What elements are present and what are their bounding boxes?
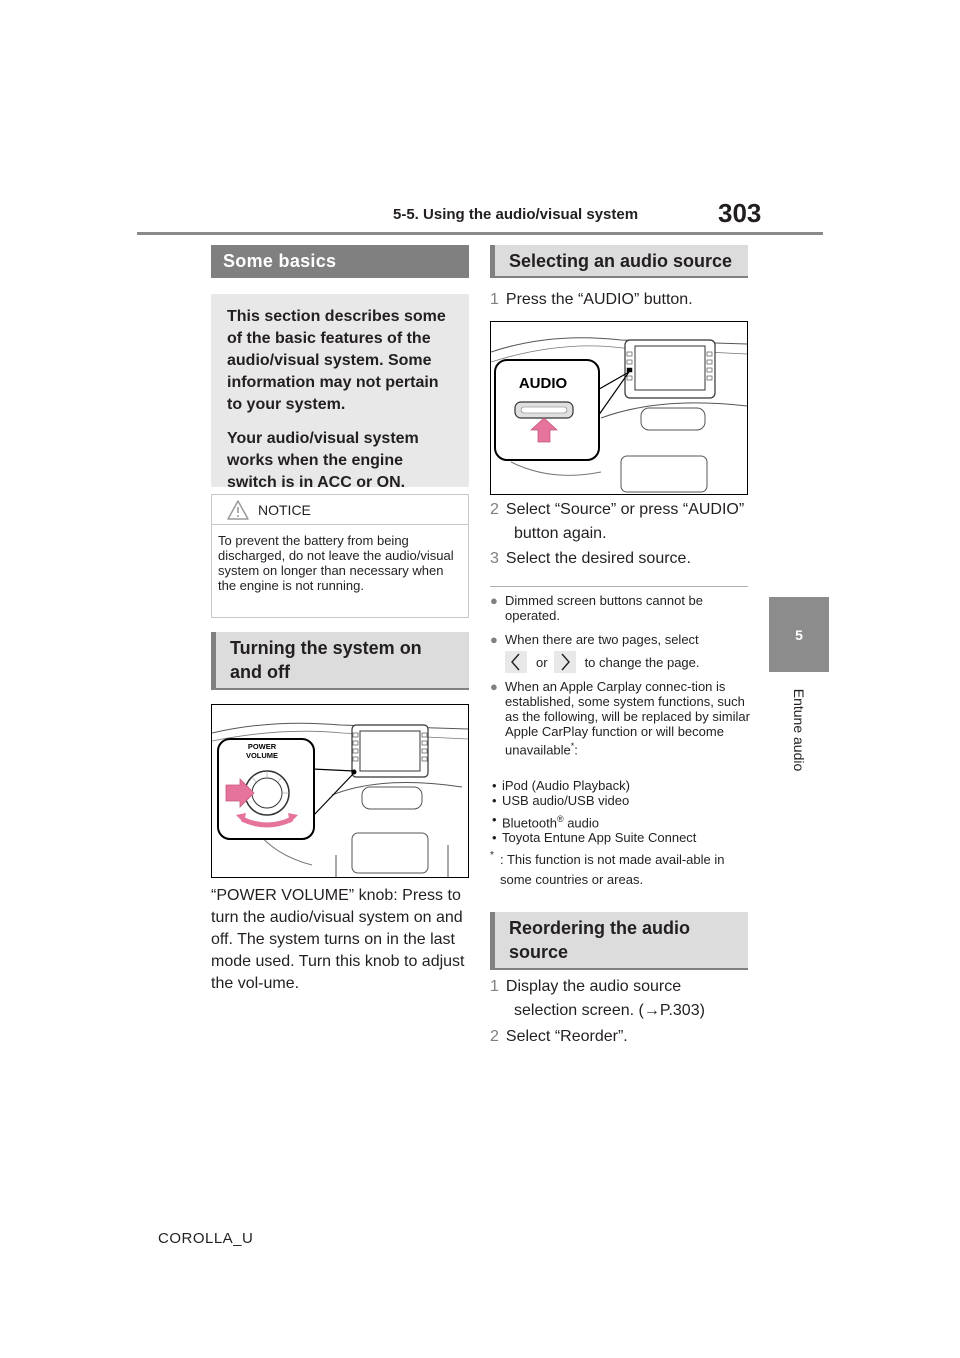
note-3-end: :	[574, 742, 578, 758]
reordering-heading: Reordering the audio source	[490, 912, 748, 970]
selecting-heading: Selecting an audio source	[490, 245, 748, 278]
step-number: 2	[490, 501, 499, 518]
bullet-icon: ●	[490, 593, 498, 608]
footer-model: COROLLA_U	[158, 1230, 254, 1247]
selecting-step-1	[490, 288, 748, 312]
footnote-text: : This function is not made avail-able in some countries or areas.	[500, 852, 725, 887]
intro-box	[211, 294, 469, 491]
note-2	[490, 632, 752, 647]
notes-rule	[490, 586, 748, 587]
list-item-text: iPod (Audio Playback)	[502, 778, 630, 793]
intro-paragraph-1: This section describes some of the basic features of the audio/visual system. Some information may not pertain to your system.	[227, 308, 446, 413]
note-3-mark: *	[570, 741, 575, 751]
chapter-label: Entune audio	[791, 688, 807, 772]
power-volume-description: “POWER VOLUME” knob: Press to turn the audio/visual system on and off. The system turns on in the last mode used. Turn this knob to adjust the vol-ume.	[211, 887, 465, 992]
bullet-icon: ●	[490, 679, 498, 694]
chapter-tab: 5	[769, 597, 829, 672]
note-3-text: When an Apple Carplay connec-tion is established, some system functions, such as the following, will be replaced by similar Apple CarPlay function or will become unavailable	[505, 679, 750, 758]
svg-text:AUDIO: AUDIO	[518, 375, 568, 392]
reordering-step-2	[490, 1025, 748, 1049]
step-text: Press the “AUDIO” button.	[505, 291, 693, 308]
previous-page-icon	[505, 651, 527, 673]
list-item: • iPod (Audio Playback)	[492, 778, 630, 793]
notice-box	[211, 494, 469, 618]
note-2-text-b: to change the page.	[584, 654, 700, 670]
bullet-icon: ●	[490, 632, 498, 647]
next-page-icon	[554, 651, 576, 673]
turning-heading: Turning the system on and off	[211, 632, 469, 690]
audio-button-illustration	[490, 321, 748, 495]
selecting-step-3	[490, 547, 748, 571]
list-item-text: USB audio/USB video	[502, 793, 630, 808]
notice-title: NOTICE	[258, 502, 311, 518]
registered-mark: ®	[556, 814, 564, 824]
warning-icon	[226, 499, 250, 521]
note-1	[490, 593, 752, 623]
step-number: 1	[490, 291, 499, 308]
note-2-or: or	[536, 654, 548, 670]
step-text: Display the audio source selection screen. (→P.303)	[505, 978, 705, 1019]
note-2-line-2	[505, 650, 745, 674]
header-rule	[137, 232, 823, 235]
reordering-step-1	[490, 975, 748, 1023]
footnote-mark: *	[490, 850, 494, 861]
page-number: 303	[718, 198, 762, 228]
note-1-text: Dimmed screen buttons cannot be operated.	[505, 593, 703, 623]
step-text: Select the desired source.	[505, 550, 691, 567]
intro-paragraph-2: Your audio/visual system works when the engine switch is in ACC or ON.	[227, 430, 419, 491]
footnote	[490, 850, 752, 890]
selecting-step-2	[490, 498, 748, 546]
list-item: • Bluetooth® audio	[492, 812, 599, 831]
some-basics-heading: Some basics	[211, 245, 469, 278]
list-item-text: Toyota Entune App Suite Connect	[502, 830, 697, 846]
svg-text:VOLUME: VOLUME	[245, 751, 279, 760]
note-2-text-a: When there are two pages, select	[505, 632, 699, 647]
step-text: Select “Source” or press “AUDIO” button again.	[505, 501, 745, 542]
notice-header	[212, 495, 468, 525]
step-text: Select “Reorder”.	[505, 1028, 628, 1045]
step-number: 1	[490, 978, 499, 995]
step-number: 3	[490, 550, 499, 567]
carplay-list	[490, 778, 752, 845]
list-item: • USB audio/USB video	[492, 793, 630, 808]
list-item-suffix: audio	[563, 815, 599, 831]
section-title: 5-5. Using the audio/visual system	[393, 206, 639, 223]
step-number: 2	[490, 1028, 499, 1045]
list-item: • Toyota Entune App Suite Connect	[492, 830, 697, 846]
note-3	[490, 679, 752, 757]
power-volume-illustration	[211, 704, 469, 878]
notice-text: To prevent the battery from being discharged, do not leave the audio/visual system on longer than necessary when the engine is not running.	[218, 533, 454, 593]
svg-text:POWER: POWER	[247, 742, 277, 751]
list-item-text: Bluetooth	[502, 815, 557, 831]
